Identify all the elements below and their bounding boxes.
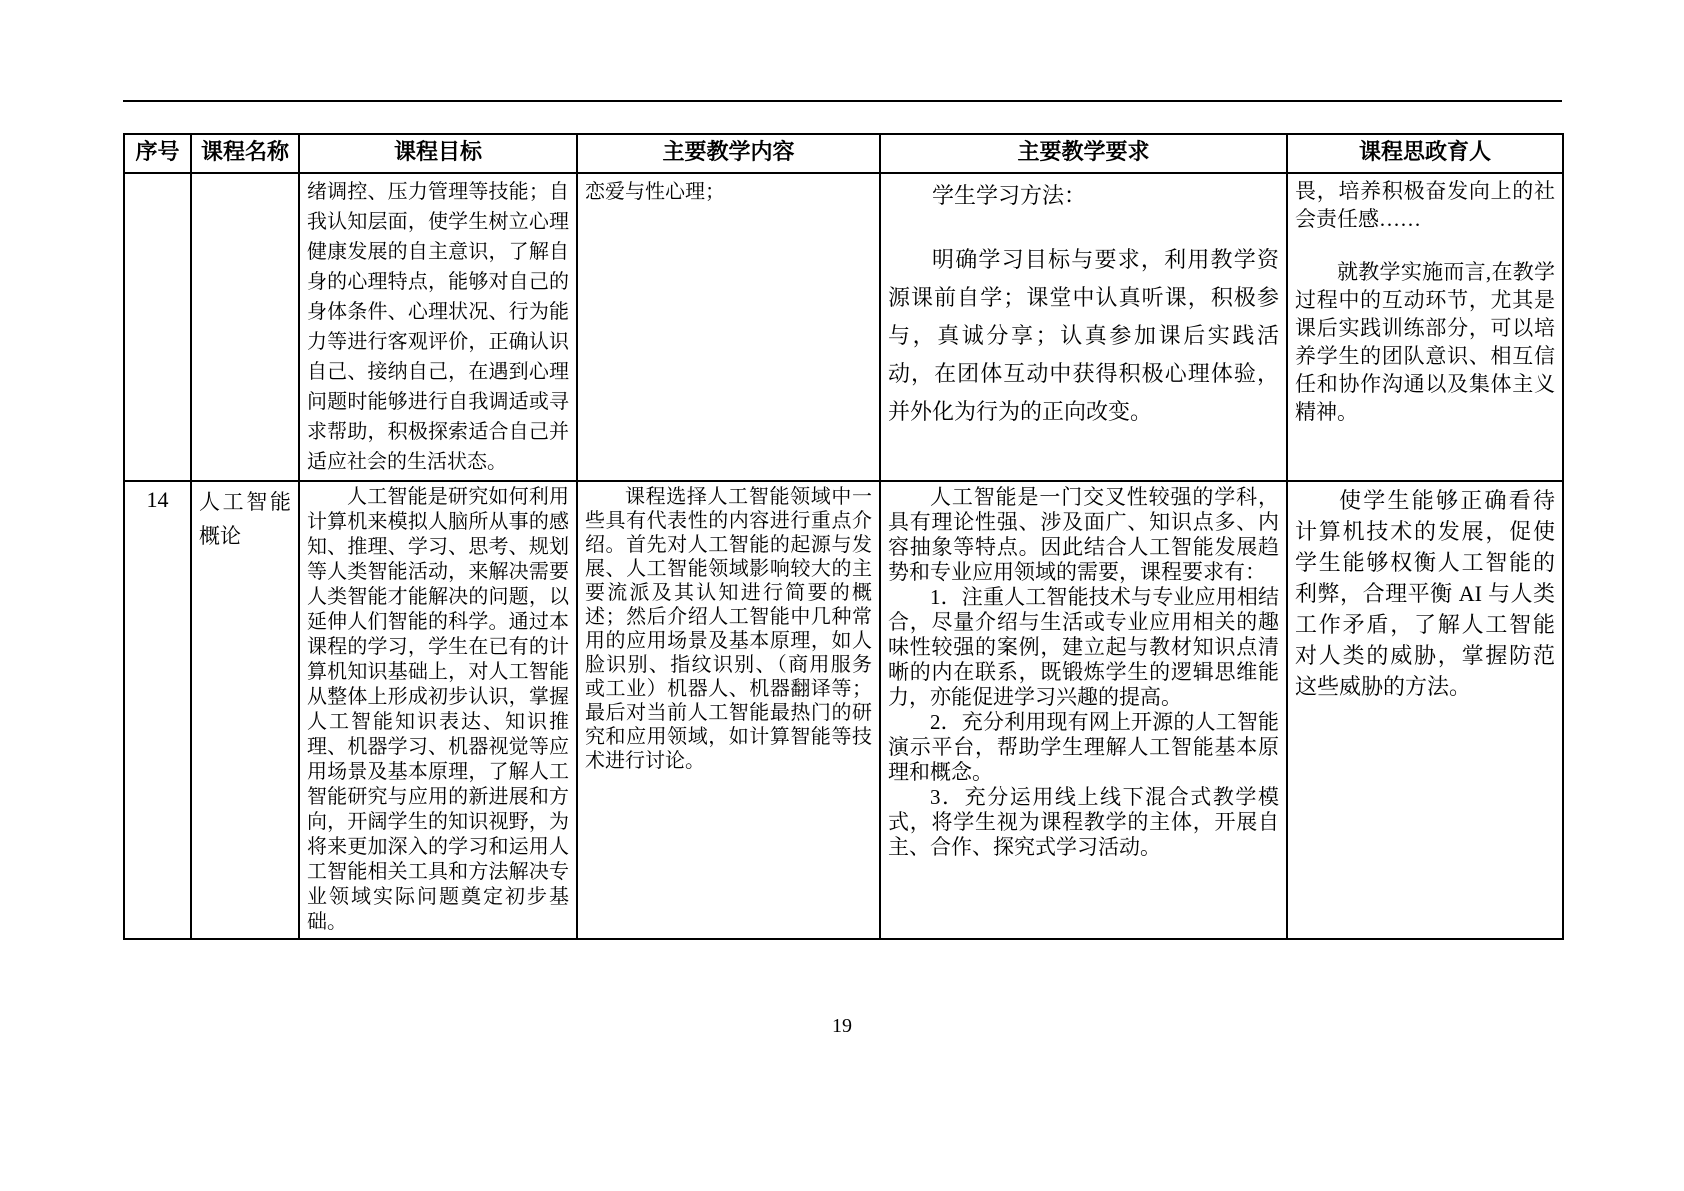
- course-table-wrap: [123, 133, 1564, 940]
- col-header-content: 主要教学内容: [577, 134, 880, 173]
- paragraph: 学生学习方法：: [932, 183, 1087, 208]
- col-header-course-name: 课程名称: [191, 134, 299, 173]
- cell-ideology: [1287, 173, 1563, 481]
- cell-contents: [577, 481, 880, 939]
- paragraph-spacer: [1295, 233, 1555, 258]
- col-header-requirements: 主要教学要求: [880, 134, 1287, 173]
- paragraph: 3．充分运用线上线下混合式教学模式，将学生视为课程教学的主体，开展自主、合作、探究式学习活动。: [888, 785, 1279, 859]
- cell-course-name: [191, 173, 299, 481]
- cell-objectives: [299, 173, 577, 481]
- header-row: [124, 134, 1563, 173]
- cell-requirements: [880, 173, 1287, 481]
- paragraph: 2．充分利用现有网上开源的人工智能演示平台，帮助学生理解人工智能基本原理和概念。: [888, 710, 1279, 784]
- cell-requirements: [880, 481, 1287, 939]
- page-header-rule: [123, 100, 1562, 102]
- paragraph: 人工智能是研究如何利用计算机来模拟人脑所从事的感知、推理、学习、思考、规划等人类智能活动，来解决需要人类智能才能解决的问题，以延伸人们智能的科学。通过本课程的学习，学生在已有的计算机知识基础上，对人工智能从整体上形成初步认识，掌握人工智能知识表达、知识推理、机器学习、机器视觉等应用场景及基本原理，了解人工智能研究与应用的新进展和方向，开阔学生的知识视野，为将来更加深入的学习和运用人工智能相关工具和方法解决专业领域实际问题奠定初步基础。: [307, 486, 569, 933]
- paragraph: 人工智能概论: [199, 490, 291, 548]
- table-row: [124, 481, 1563, 939]
- col-header-seq: 序号: [124, 134, 191, 173]
- paragraph: 人工智能是一门交叉性较强的学科，具有理论性强、涉及面广、知识点多、内容抽象等特点。因此结合人工智能发展趋势和专业应用领域的需要，课程要求有：: [888, 485, 1279, 584]
- page-number: 19: [832, 1015, 852, 1037]
- cell-ideology: [1287, 481, 1563, 939]
- cell-objectives: [299, 481, 577, 939]
- paragraph: 使学生能够正确看待计算机技术的发展，促使学生能够权衡人工智能的利弊，合理平衡 AI 与人类工作矛盾，了解人工智能对人类的威胁，掌握防范这些威胁的方法。: [1295, 488, 1555, 699]
- paragraph: 绪调控、压力管理等技能；自我认知层面，使学生树立心理健康发展的自主意识，了解自身的心理特点，能够对自己的身体条件、心理状况、行为能力等进行客观评价，正确认识自己、接纳自己，在遇到心理问题时能够进行自我调适或寻求帮助，积极探索适合自己并适应社会的生活状态。: [307, 181, 569, 473]
- paragraph: 课程选择人工智能领域中一些具有代表性的内容进行重点介绍。首先对人工智能的起源与发展、人工智能领域影响较大的主要流派及其认知进行简要的概述；然后介绍人工智能中几种常用的应用场景及基本原理，如人脸识别、指纹识别、（商用服务或工业）机器人、机器翻译等；最后对当前人工智能最热门的研究和应用领域，如计算智能等技术进行讨论。: [585, 486, 872, 772]
- paragraph: 明确学习目标与要求，利用教学资源课前自学；课堂中认真听课，积极参与，真诚分享；认真参加课后实践活动，在团体互动中获得积极心理体验，并外化为行为的正向改变。: [888, 247, 1279, 425]
- table-header: [124, 134, 1563, 173]
- paragraph: 畏，培养积极奋发向上的社会责任感……: [1295, 179, 1555, 231]
- paragraph: 14: [146, 487, 169, 512]
- col-header-objectives: 课程目标: [299, 134, 577, 173]
- paragraph: 1．注重人工智能技术与专业应用相结合，尽量介绍与生活或专业应用相关的趣味性较强的案例，建立起与教材知识点清晰的内在联系，既锻炼学生的逻辑思维能力，亦能促进学习兴趣的提高。: [888, 585, 1279, 709]
- cell-seq: [124, 481, 191, 939]
- course-table: [123, 133, 1564, 940]
- col-header-ideology: 课程思政育人: [1287, 134, 1563, 173]
- paragraph: 就教学实施而言,在教学过程中的互动环节，尤其是课后实践训练部分，可以培养学生的团队意识、相互信任和协作沟通以及集体主义精神。: [1295, 260, 1555, 425]
- cell-course-name: [191, 481, 299, 939]
- table-body: [124, 173, 1563, 939]
- paragraph-spacer: [888, 215, 1279, 241]
- cell-seq: [124, 173, 191, 481]
- table-row: [124, 173, 1563, 481]
- paragraph: 恋爱与性心理；: [585, 181, 725, 203]
- cell-contents: [577, 173, 880, 481]
